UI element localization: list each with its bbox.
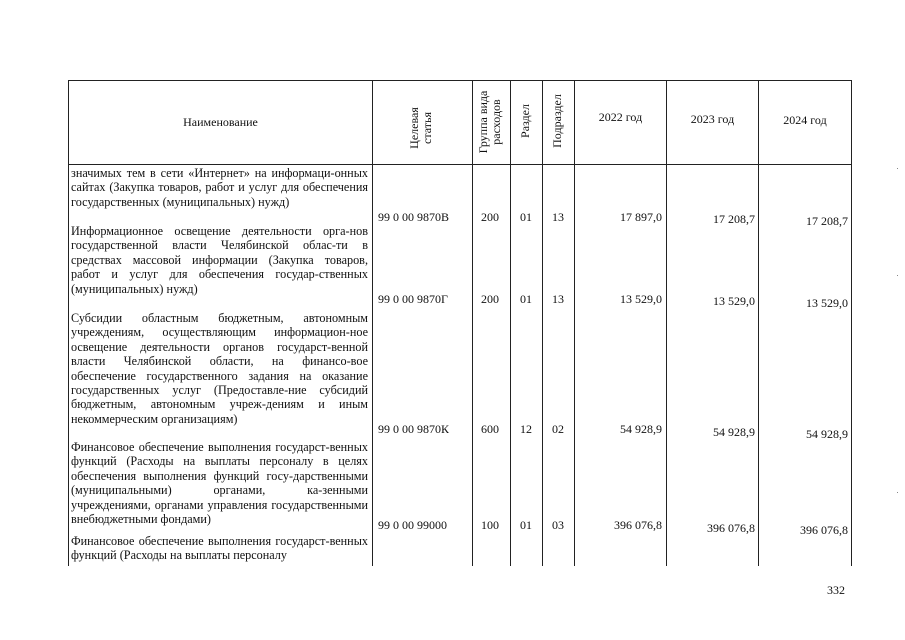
header-subsection: Подраздел (550, 94, 564, 148)
row-code: 99 0 00 9870Г (378, 292, 448, 306)
col-divider (372, 80, 373, 566)
row-2022: 13 529,0 (620, 292, 662, 306)
row-subsection: 03 (552, 518, 564, 532)
row-group: 100 (481, 518, 499, 532)
row-section: 01 (520, 292, 532, 306)
row-subsection: 13 (552, 292, 564, 306)
header-name-label: Наименование (183, 115, 258, 129)
row-section: 12 (520, 422, 532, 436)
row-code: 99 0 00 9870К (378, 422, 450, 436)
margin-mark (897, 275, 898, 276)
row-name: Финансовое обеспечение выполнения государст-венных функций (Расходы на выплаты персоналу в целях обеспечения выполнения функций госу-дарственными (муниципальными) органами, ка-зенными учреждениями, органами управления государственными внебюджетными фондами) (71, 440, 368, 527)
row-group: 200 (481, 292, 499, 306)
row-section: 01 (520, 518, 532, 532)
header-2022: 2022 год (598, 109, 643, 124)
row-2024: 13 529,0 (806, 296, 848, 310)
page-number: 332 (827, 583, 845, 597)
row-name: Информационное освещение деятельности орга-нов государственной власти Челябинской облас-ти в средствах массовой информации (Закупка товаров, работ и услуг для обеспечения государ-ственных (муниципальных) нужд) (71, 224, 368, 296)
margin-mark (897, 492, 898, 493)
row-code: 99 0 00 9870В (378, 210, 450, 224)
row-subsection: 13 (552, 210, 564, 224)
row-name: Финансовое обеспечение выполнения государст-венных функций (Расходы на выплаты персоналу (71, 534, 368, 563)
header-2023: 2023 год (690, 111, 735, 126)
row-section: 01 (520, 210, 532, 224)
col-divider (542, 80, 543, 566)
row-2023: 17 208,7 (713, 212, 755, 226)
budget-table (68, 80, 852, 566)
row-2023: 54 928,9 (713, 425, 755, 439)
col-divider (510, 80, 511, 566)
header-bottom-border (68, 164, 852, 165)
row-subsection: 02 (552, 422, 564, 436)
row-2023: 396 076,8 (707, 521, 755, 535)
row-code: 99 0 00 99000 (378, 518, 447, 532)
row-name: Субсидии областным бюджетным, автономным учреждениям, осуществляющим информацион-ное освещение деятельности органов государст-венной власти Челябинской области, на финансо-вое обеспечение государственного задания на оказание государственных услуг (Предоставле-ние субсидий бюджетным, автономным учреж-дениям и иным некоммерческим организациям) (71, 311, 368, 426)
row-2022: 17 897,0 (620, 210, 662, 224)
row-group: 200 (481, 210, 499, 224)
header-section: Раздел (518, 104, 532, 138)
row-group: 600 (481, 422, 499, 436)
row-2022: 54 928,9 (620, 422, 662, 436)
row-2023: 13 529,0 (713, 294, 755, 308)
header-2024: 2024 год (783, 112, 827, 127)
table-right-border (851, 80, 852, 566)
header-target-article: Целевая статья (407, 107, 434, 149)
row-2022: 396 076,8 (614, 518, 662, 532)
margin-mark (897, 168, 898, 169)
row-2024: 396 076,8 (800, 523, 848, 537)
header-name (69, 81, 372, 164)
row-2024: 54 928,9 (806, 427, 848, 441)
header-expense-group: Группа вида расходов (476, 90, 503, 154)
row-2024: 17 208,7 (806, 214, 848, 228)
row-name: значимых тем в сети «Интернет» на информаци-онных сайтах (Закупка товаров, работ и услуг для обеспечения государственных (муниципальных) нужд) (71, 166, 368, 209)
col-divider (472, 80, 473, 566)
